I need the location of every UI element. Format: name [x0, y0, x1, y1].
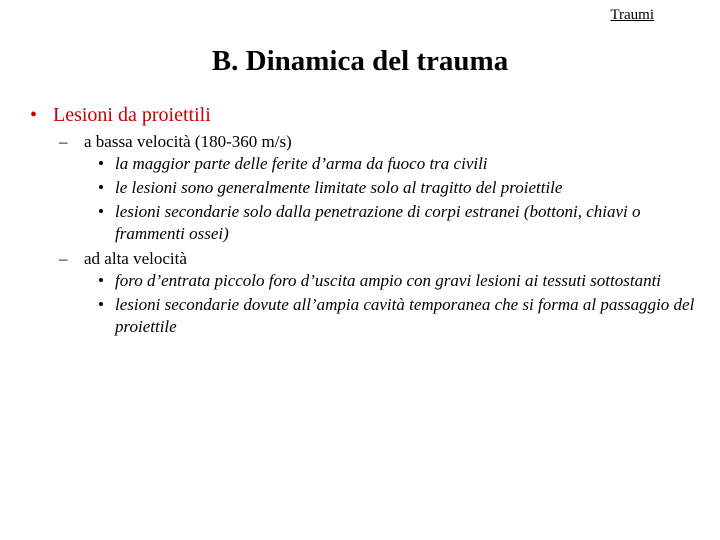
subitem-label: a bassa velocità (180-360 m/s) — [84, 132, 292, 151]
bullet-marker: • — [98, 202, 104, 221]
dash-marker: – — [59, 249, 68, 268]
slide-title: B. Dinamica del trauma — [211, 45, 509, 77]
subitem-bassa-velocita — [59, 131, 700, 152]
point-text: lesioni secondarie dovute all’ampia cavità temporanea che si forma al passaggio del proiettile — [115, 295, 695, 336]
point-item — [98, 176, 700, 200]
subitem-alta-velocita — [59, 248, 700, 269]
bullet-marker: • — [98, 154, 104, 173]
bullet-lesioni-proiettili — [30, 102, 700, 128]
point-item — [98, 152, 700, 176]
bullet-marker: • — [98, 178, 104, 197]
subitem-label: ad alta velocità — [84, 249, 187, 268]
point-text: le lesioni sono generalmente limitate solo al tragitto del proiettile — [115, 178, 563, 197]
point-text: foro d’entrata piccolo foro d’uscita ampio con gravi lesioni ai tessuti sottostanti — [115, 271, 662, 290]
header-link-traumi[interactable]: Traumi — [610, 7, 654, 23]
bullet-label: Lesioni da proiettili — [53, 104, 211, 126]
bullet-marker: • — [30, 104, 38, 126]
point-text: la maggior parte delle ferite d’arma da fuoco tra civili — [115, 154, 488, 173]
point-text: lesioni secondarie solo dalla penetrazione di corpi estranei (bottoni, chiavi o frammenti ossei) — [115, 202, 641, 243]
point-item — [98, 269, 700, 293]
bullet-marker: • — [98, 295, 104, 314]
dash-marker: – — [59, 132, 68, 151]
slide-content — [30, 102, 700, 338]
point-item — [98, 293, 700, 338]
bullet-marker: • — [98, 271, 104, 290]
point-item — [98, 200, 700, 245]
